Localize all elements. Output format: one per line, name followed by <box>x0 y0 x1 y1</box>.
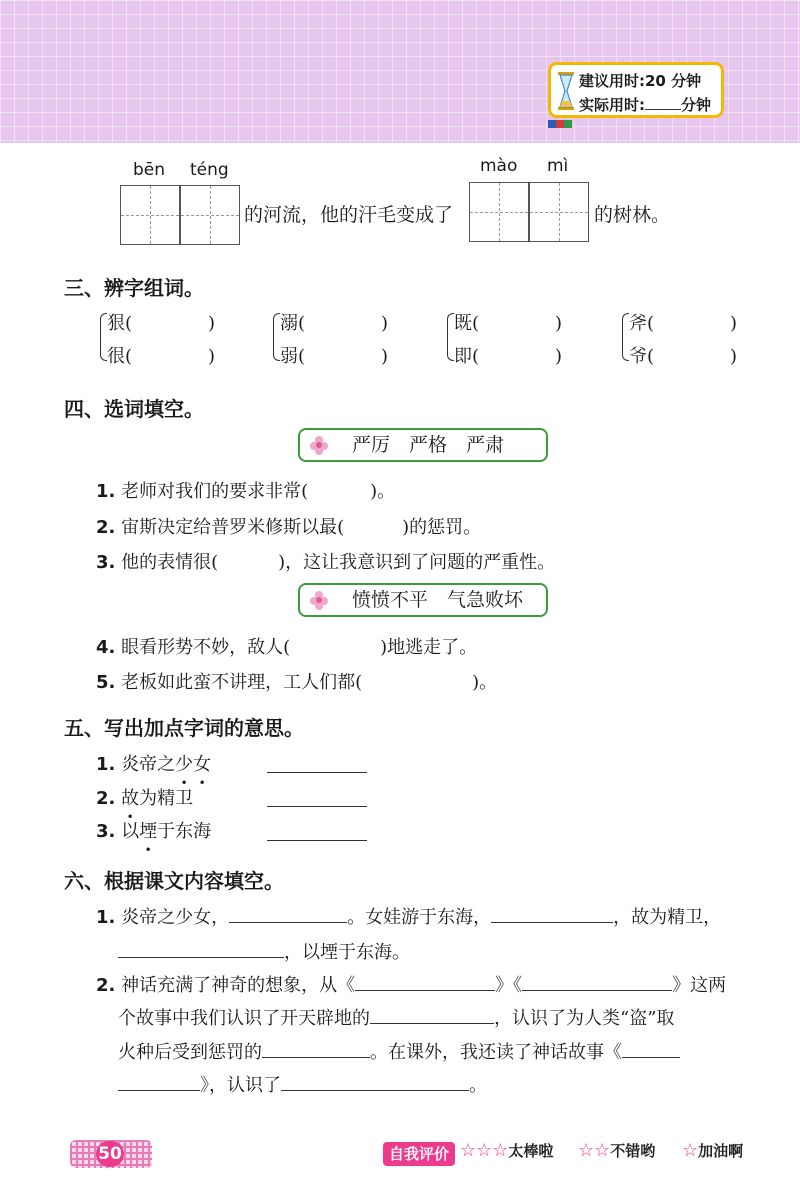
top-line-text-1: 的河流，他的汗毛变成了 <box>244 204 454 226</box>
s6-q2-line3 <box>118 1038 680 1064</box>
flower-icon <box>308 589 330 611</box>
q-text: 。在课外，我还读了神话故事《 <box>370 1042 622 1063</box>
actual-time-label: 实际用时: <box>579 96 645 114</box>
s4-question-5 <box>96 668 497 694</box>
dotted-char: 堙 <box>139 821 158 842</box>
word-bank-2-text: 愤愤不平 气急败坏 <box>352 589 524 611</box>
q-text: )。 <box>370 481 396 502</box>
star-icon: ☆☆☆ <box>460 1140 509 1161</box>
group3-b <box>454 342 562 368</box>
char-ni: 溺( <box>280 313 306 334</box>
char-ruo: 弱( <box>280 346 306 367</box>
section-3-title: 三、辨字组词。 <box>64 276 204 300</box>
flower-icon <box>308 434 330 456</box>
suggested-time <box>579 70 701 91</box>
star-icon: ☆ <box>682 1140 699 1161</box>
q-text: 。女娃游于东海， <box>347 907 492 928</box>
close-paren: ) <box>555 346 563 367</box>
s6-q1-line2 <box>118 938 410 964</box>
q-text: ，认识了为人类“盗”取 <box>494 1008 675 1029</box>
q-text: 炎帝之少女， <box>121 907 230 928</box>
q-text: 为精卫 <box>139 788 194 809</box>
brace-1 <box>100 313 107 361</box>
writing-grid-3[interactable] <box>469 182 529 242</box>
word-bank-2 <box>298 583 548 617</box>
actual-time <box>579 94 711 115</box>
q-text: ，以堙于东海。 <box>284 942 410 963</box>
word-bank-1 <box>298 428 548 462</box>
pinyin-mi: mì <box>547 156 569 176</box>
close-paren: ) <box>208 346 216 367</box>
rating-excellent-label: 太棒啦 <box>508 1142 554 1160</box>
q-text: 》，认识了 <box>200 1075 281 1096</box>
s4-question-2 <box>96 513 481 539</box>
answer-blank[interactable] <box>118 1072 200 1091</box>
close-paren: ) <box>555 313 563 334</box>
q-text: )的惩罚。 <box>402 517 482 538</box>
q-number: 1. <box>96 907 116 928</box>
close-paren: ) <box>381 313 389 334</box>
close-paren: ) <box>730 346 738 367</box>
group1-a <box>107 309 215 335</box>
q-number: 1. <box>96 481 116 502</box>
q-text: )地逃走了。 <box>380 637 478 658</box>
close-paren: ) <box>381 346 389 367</box>
dotted-char: 女 <box>193 754 212 775</box>
s6-q2-line4 <box>118 1071 487 1097</box>
answer-blank[interactable] <box>355 972 495 991</box>
q-number: 2. <box>96 517 116 538</box>
answer-blank[interactable] <box>491 904 613 923</box>
group4-a <box>629 309 737 335</box>
group2-b <box>280 342 388 368</box>
brace-4 <box>622 313 629 361</box>
answer-blank[interactable] <box>370 1005 494 1024</box>
time-box <box>548 62 724 118</box>
q-number: 3. <box>96 552 116 573</box>
actual-time-unit: 分钟 <box>681 96 712 114</box>
s6-q1-line1 <box>96 903 721 929</box>
q-number: 2. <box>96 975 116 996</box>
self-eval-label: 自我评价 <box>383 1142 455 1166</box>
group4-b <box>629 342 737 368</box>
hourglass-icon <box>557 71 575 111</box>
actual-time-blank[interactable] <box>645 95 681 110</box>
s5-answer-2[interactable] <box>267 788 367 807</box>
q-text: 老师对我们的要求非常( <box>121 481 309 502</box>
q-text: 他的表情很( <box>121 552 219 573</box>
q-number: 3. <box>96 821 116 842</box>
rating-excellent[interactable] <box>460 1140 553 1161</box>
s5-question-2 <box>96 784 193 810</box>
s4-question-3 <box>96 548 555 574</box>
top-line-text-2: 的树林。 <box>594 204 671 226</box>
star-icon: ☆☆ <box>578 1140 611 1161</box>
pinyin-teng: téng <box>190 160 229 180</box>
q-text: 个故事中我们认识了开天辟地的 <box>118 1008 370 1029</box>
q-text: 神话充满了神奇的想象，从《 <box>121 975 356 996</box>
s6-q2-line1 <box>96 971 726 997</box>
section-4-title: 四、选词填空。 <box>64 397 204 421</box>
brace-2 <box>273 313 280 361</box>
char-hen2: 很( <box>107 346 133 367</box>
q-text: ，故为精卫， <box>613 907 722 928</box>
section-5-title: 五、写出加点字词的意思。 <box>64 716 304 740</box>
dotted-char: 少 <box>175 754 194 775</box>
char-ji2: 即( <box>454 346 480 367</box>
s5-answer-3[interactable] <box>267 822 367 841</box>
q-text: )。 <box>472 672 498 693</box>
q-text: 。 <box>469 1075 487 1096</box>
q-number: 1. <box>96 754 116 775</box>
word-bank-1-text: 严厉 严格 严肃 <box>352 434 505 456</box>
dotted-char: 故 <box>121 788 140 809</box>
answer-blank[interactable] <box>281 1072 469 1091</box>
q-number: 5. <box>96 672 116 693</box>
answer-blank[interactable] <box>118 939 284 958</box>
q-text: 于东海 <box>157 821 212 842</box>
q-text: 》《 <box>495 975 523 996</box>
books-icon <box>548 113 574 121</box>
q-text: 眼看形势不妙，敌人( <box>121 637 291 658</box>
writing-grid-1[interactable] <box>120 185 180 245</box>
suggested-time-value: 20 分钟 <box>645 72 702 90</box>
page-number: 50 <box>96 1141 124 1167</box>
brace-3 <box>447 313 454 361</box>
char-ye: 爷( <box>629 346 655 367</box>
char-hen1: 狠( <box>107 313 133 334</box>
q-text: 老板如此蛮不讲理，工人们都( <box>121 672 363 693</box>
s5-question-1 <box>96 750 211 776</box>
pinyin-ben: bēn <box>133 160 166 180</box>
group2-a <box>280 309 388 335</box>
s4-question-1 <box>96 477 395 503</box>
q-number: 4. <box>96 637 116 658</box>
suggested-time-label: 建议用时: <box>579 72 645 90</box>
q-text: 宙斯决定给普罗米修斯以最( <box>121 517 345 538</box>
writing-grid-2[interactable] <box>180 185 240 245</box>
q-number: 2. <box>96 788 116 809</box>
group1-b <box>107 342 215 368</box>
answer-blank[interactable] <box>622 1039 680 1058</box>
section-6-title: 六、根据课文内容填空。 <box>64 869 284 893</box>
rating-good[interactable] <box>578 1140 655 1161</box>
q-text: 》这两 <box>672 975 727 996</box>
q-text: 火种后受到惩罚的 <box>118 1042 262 1063</box>
close-paren: ) <box>208 313 216 334</box>
char-fu: 斧( <box>629 313 655 334</box>
answer-blank[interactable] <box>522 972 672 991</box>
answer-blank[interactable] <box>262 1039 370 1058</box>
q-text: 炎帝之 <box>121 754 176 775</box>
rating-try-harder-label: 加油啊 <box>698 1142 744 1160</box>
rating-try-harder[interactable] <box>682 1140 743 1161</box>
writing-grid-4[interactable] <box>529 182 589 242</box>
rating-good-label: 不错哟 <box>610 1142 656 1160</box>
group3-a <box>454 309 562 335</box>
answer-blank[interactable] <box>229 904 347 923</box>
q-text: )，这让我意识到了问题的严重性。 <box>278 552 556 573</box>
s5-question-3 <box>96 817 211 843</box>
pinyin-mao: mào <box>480 156 518 176</box>
s5-answer-1[interactable] <box>267 754 367 773</box>
page-number-badge <box>70 1140 152 1168</box>
char-ji1: 既( <box>454 313 480 334</box>
s6-q2-line2 <box>118 1004 674 1030</box>
close-paren: ) <box>730 313 738 334</box>
q-text: 以 <box>121 821 140 842</box>
s4-question-4 <box>96 633 477 659</box>
